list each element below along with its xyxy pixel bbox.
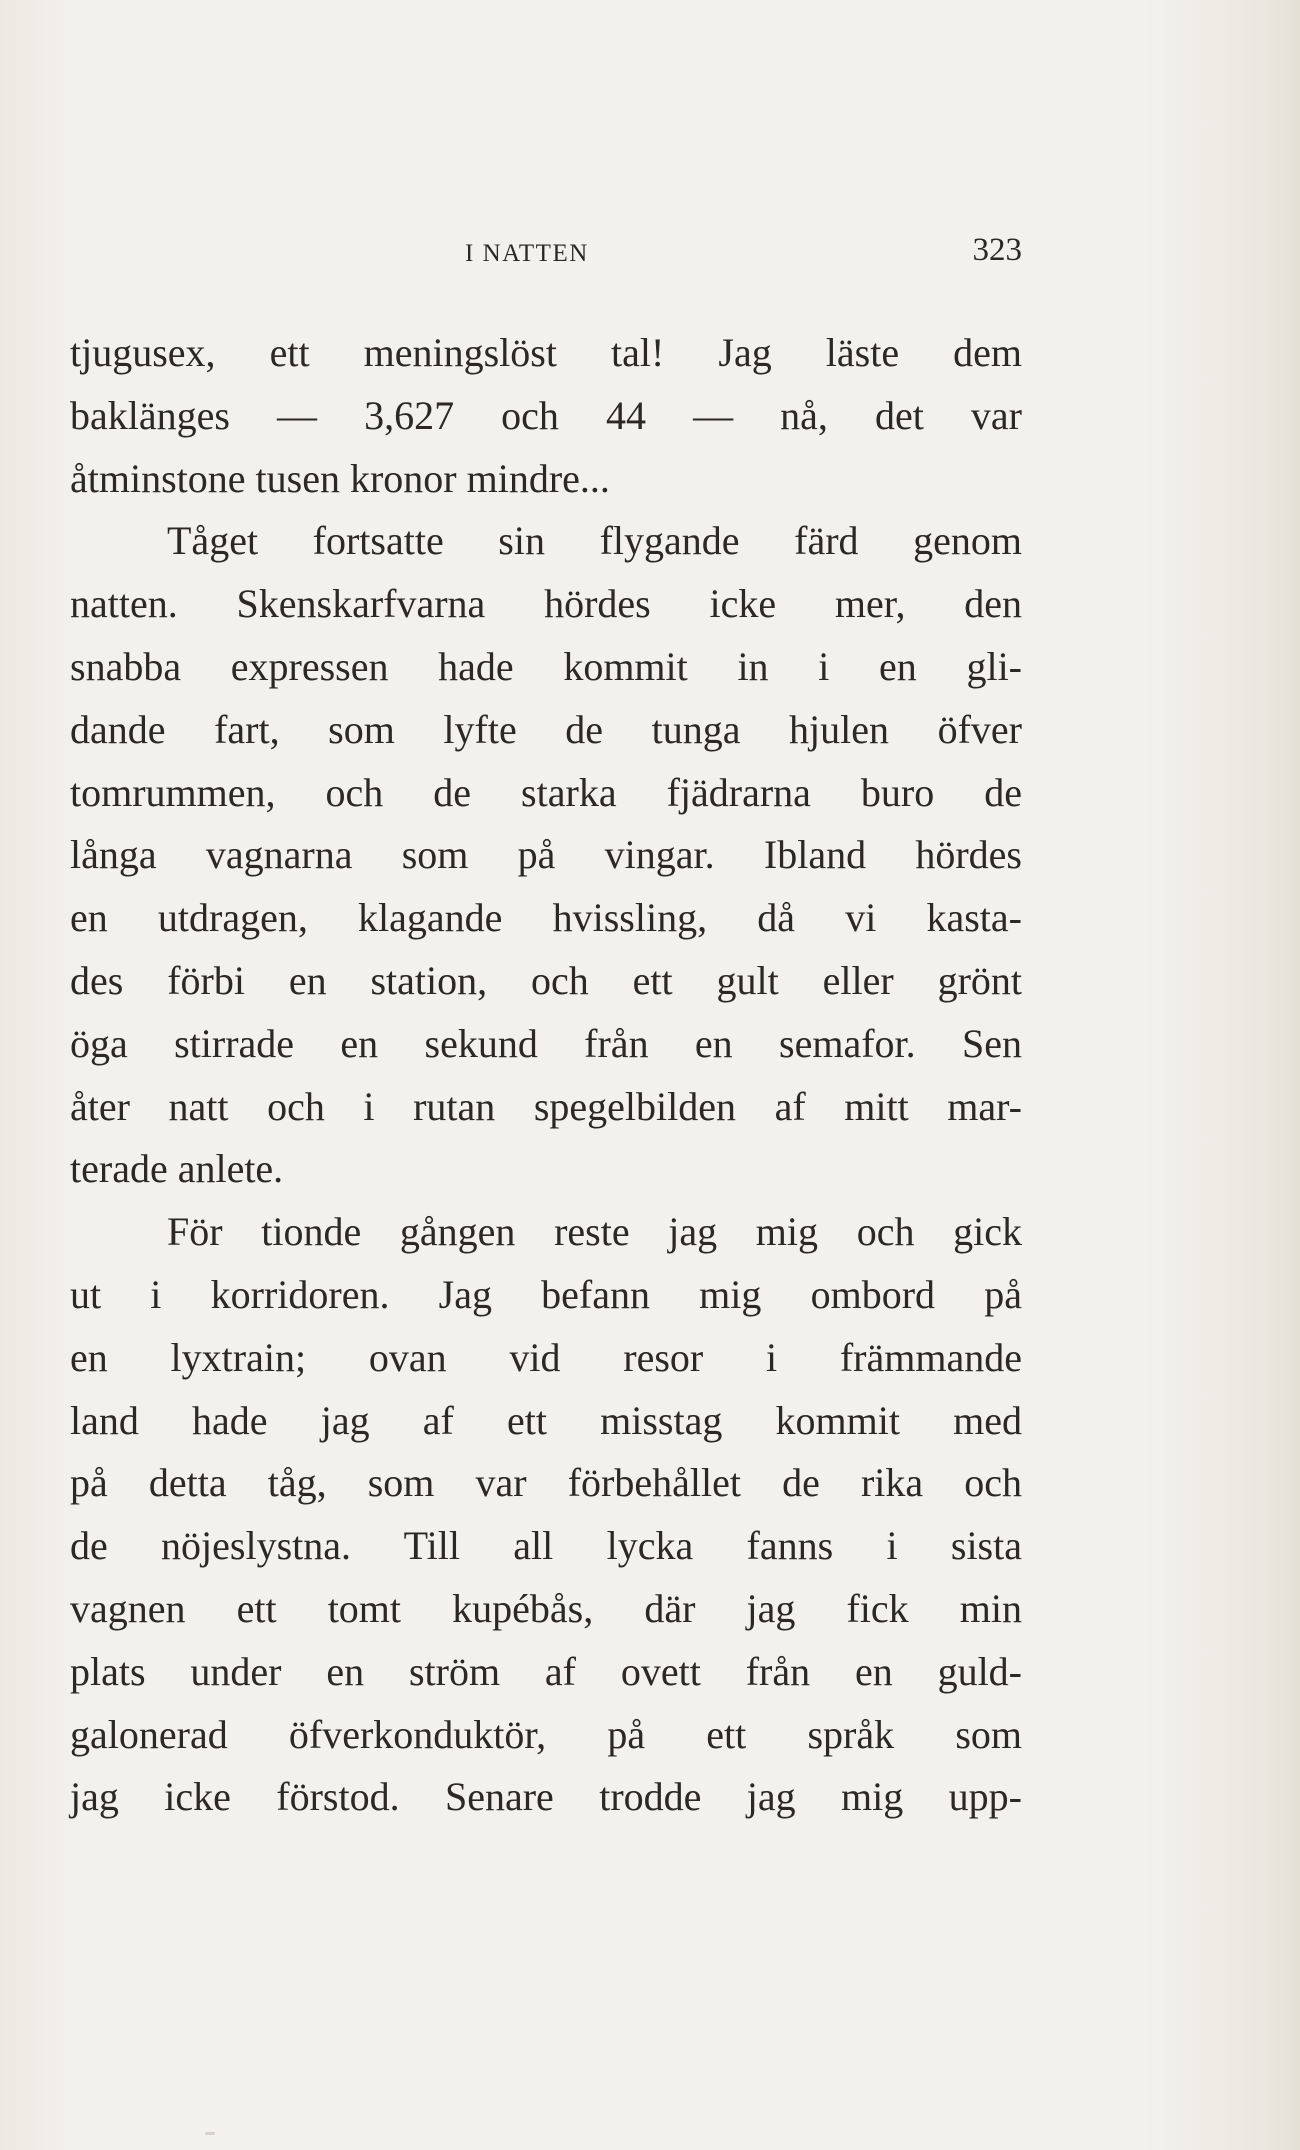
text-line: åtminstone tusen kronor mindre...: [70, 455, 610, 501]
text-line: snabba expressen hade kommit in i en gli-: [70, 643, 1022, 689]
text-line: långa vagnarna som på vingar. Ibland hördes: [70, 832, 1022, 878]
paper-speck: [205, 2132, 215, 2135]
text-line: terade anlete.: [70, 1146, 284, 1192]
text-line: Tåget fortsatte sin flygande färd genom: [167, 518, 1022, 564]
page-header: [70, 232, 1022, 280]
text-line: åter natt och i rutan spegelbilden af mitt mar-: [70, 1083, 1022, 1129]
text-line: baklänges — 3,627 och 44 — nå, det var: [70, 392, 1022, 438]
text-line: land hade jag af ett misstag kommit med: [70, 1397, 1022, 1443]
text-line: de nöjeslystna. Till all lycka fanns i sista: [70, 1523, 1022, 1569]
text-line: natten. Skenskarfvarna hördes icke mer, den: [70, 581, 1022, 627]
text-line: en utdragen, klagande hvissling, då vi kasta-: [70, 895, 1022, 941]
text-line: För tionde gången reste jag mig och gick: [167, 1209, 1022, 1255]
text-line: dande fart, som lyfte de tunga hjulen öfver: [70, 706, 1022, 752]
text-line: des förbi en station, och ett gult eller grönt: [70, 957, 1022, 1003]
text-line: tjugusex, ett meningslöst tal! Jag läste dem: [70, 330, 1022, 375]
text-line: plats under en ström af ovett från en guld-: [70, 1648, 1022, 1694]
text-line: ut i korridoren. Jag befann mig ombord på: [70, 1271, 1022, 1317]
running-title: I NATTEN: [465, 240, 589, 267]
page-number: 323: [972, 232, 1022, 268]
text-line: jag icke förstod. Senare trodde jag mig upp-: [70, 1774, 1022, 1820]
text-line: öga stirrade en sekund från en semafor. Sen: [70, 1020, 1022, 1066]
text-line: tomrummen, och de starka fjädrarna buro de: [70, 769, 1022, 815]
text-line: vagnen ett tomt kupébås, där jag fick min: [70, 1585, 1022, 1631]
text-line: en lyxtrain; ovan vid resor i främmande: [70, 1334, 1022, 1380]
text-line: på detta tåg, som var förbehållet de rika och: [70, 1460, 1022, 1506]
text-line: galonerad öfverkonduktör, på ett språk som: [70, 1711, 1022, 1757]
body-text: [70, 322, 1022, 1829]
